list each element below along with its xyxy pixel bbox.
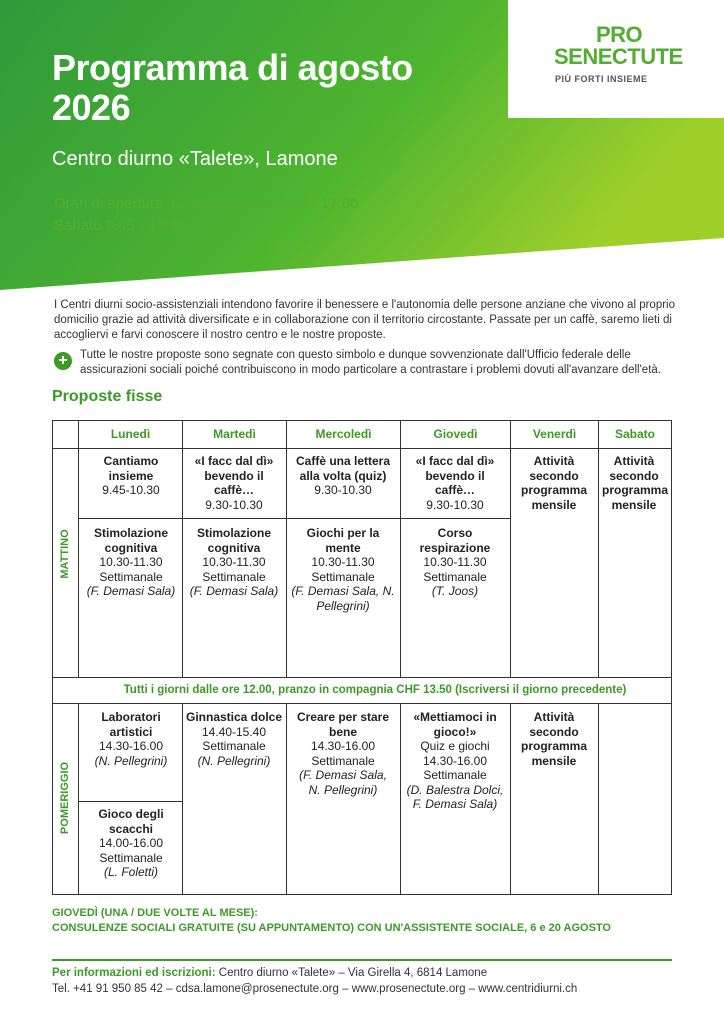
- activity-frequency: Settimanale: [423, 569, 487, 584]
- activity-time: 10.30-11.30: [99, 555, 163, 569]
- activity-leader: (F. Demasi Sala): [189, 584, 279, 598]
- activity-time: 14.30-16.00: [422, 753, 488, 768]
- logo-line-1: PRO: [596, 22, 643, 47]
- activity-title: «I facc dal dì» bevendo il caffè…: [194, 454, 274, 497]
- intro-text: I Centri diurni socio-assistenziali intendono favorire il benessere e l'autonomia delle persone anziane che vivono al proprio domicilio grazie ad attività diversificate e in collaborazione con il territorio circostante. Passate per un caffè, saremo lieti di accogliervi e farvi conoscere il nostro centro e le nostre proposte.: [54, 299, 675, 341]
- activity-title: Corso respirazione: [419, 526, 491, 555]
- activity-time: 14.30-16.00: [98, 739, 164, 753]
- plus-icon: +: [54, 352, 72, 370]
- activity-time: 10.30-11.30: [423, 555, 487, 569]
- logo-tagline: PIÙ FORTI INSIEME: [555, 74, 648, 84]
- activity-frequency: Settimanale: [423, 768, 487, 782]
- advice-line-2: CONSULENZE SOCIALI GRATUITE (SU APPUNTAMENTO) CON UN'ASSISTENTE SOCIALE, 6 e 20 AGOSTO: [52, 922, 611, 934]
- activity-title: Giochi per la mente: [306, 526, 380, 555]
- advice-line-1: GIOVEDÌ (UNA / DUE VOLTE AL MESE):: [52, 907, 258, 919]
- contact-line-2: Tel. +41 91 950 85 42 – cdsa.lamone@prosenectute.org – www.prosenectute.org – www.centridiurni.ch: [52, 983, 578, 995]
- activity-title: Ginnastica dolce: [185, 710, 283, 724]
- activity-title: «Mettiamoci in gioco!»: [413, 710, 497, 739]
- social-advice: [52, 906, 611, 936]
- activity-title: Attività secondo programma mensile: [520, 454, 588, 512]
- contact-line-1: [52, 965, 577, 981]
- activity-title: Stimolazione cognitiva: [93, 526, 168, 555]
- activity-cell: [516, 454, 592, 512]
- day-header-wednesday: Mercoledì: [315, 427, 372, 441]
- activity-cell: [186, 454, 282, 512]
- activity-cell: [82, 526, 180, 599]
- activity-leader: (L. Foletti): [103, 865, 158, 879]
- activity-title: Gioco degli scacchi: [98, 807, 164, 836]
- day-header-tuesday: Martedì: [213, 427, 256, 441]
- activity-leader: (N. Pellegrini): [197, 753, 271, 768]
- lunch-info: Tutti i giorni dalle ore 12.00, pranzo in compagnia CHF 13.50 (Iscriversi il giorno precedente): [123, 684, 627, 696]
- activity-cell: [292, 710, 394, 797]
- activity-leader: (F. Demasi Sala, N. Pellegrini): [291, 584, 395, 613]
- activity-leader: (T. Joos): [431, 584, 479, 598]
- day-header-saturday: Sabato: [614, 427, 655, 441]
- activity-frequency: Settimanale: [311, 753, 375, 768]
- subsidy-note: Tutte le nostre proposte sono segnate con questo simbolo e dunque sovvenzionate dall'Ufficio federale delle assicurazioni sociali poiché contribuiscono in modo particolare a contrastare i problemi dovuti all'avanzare dell'età.: [80, 349, 661, 376]
- activity-time: 9.45-10.30: [102, 483, 160, 497]
- activity-leader: (D. Balestra Dolci, F. Demasi Sala): [406, 782, 504, 811]
- activity-time: 10.30-11.30: [311, 555, 375, 569]
- section-title: Proposte fisse: [52, 388, 163, 405]
- row-label-afternoon: POMERIGGIO: [59, 761, 71, 835]
- activity-time: 10.30-11.30: [202, 555, 266, 569]
- activity-time: 9.30-10.30: [205, 497, 263, 512]
- page-subtitle: Centro diurno «Talete», Lamone: [52, 148, 338, 170]
- activity-cell: [84, 710, 178, 768]
- activity-time: 14.30-16.00: [310, 739, 376, 753]
- logo-line-2: SENECTUTE: [554, 44, 683, 69]
- activity-time: 9.30-10.30: [426, 497, 484, 512]
- activity-cell: [185, 526, 283, 599]
- opening-hours: [54, 193, 358, 237]
- activity-title: Creare per stare bene: [296, 710, 390, 739]
- activity-cell: [289, 526, 397, 613]
- title-line-2: 2026: [52, 87, 131, 128]
- activity-cell: [516, 710, 592, 768]
- activity-leader: (F. Demasi Sala): [86, 584, 176, 598]
- activity-frequency: Settimanale: [311, 569, 375, 584]
- day-header-friday: Venerdì: [532, 427, 577, 441]
- contact-address: Centro diurno «Talete» – Via Girella 4, 6814 Lamone: [218, 967, 488, 979]
- hours-weekdays: Orari di apertura: Lunedì-Venerdì 9.00 - 17.00: [54, 195, 359, 212]
- day-header-thursday: Giovedì: [433, 427, 478, 441]
- activity-cell: [602, 454, 669, 512]
- activity-title: Cantiamo insieme: [103, 454, 159, 483]
- activity-cell: [403, 526, 507, 599]
- activity-title: Attività secondo programma mensile: [520, 710, 588, 768]
- activity-time: 9.30-10.30: [314, 483, 372, 497]
- activity-title: Laboratori artistici: [101, 710, 161, 739]
- activity-title: Stimolazione cognitiva: [196, 526, 271, 555]
- activity-cell: [84, 807, 178, 880]
- activity-frequency: Settimanale: [202, 569, 266, 584]
- contact-label: Per informazioni ed iscrizioni:: [52, 967, 216, 979]
- activity-cell: [404, 454, 506, 512]
- activity-frequency: Settimanale: [99, 569, 163, 584]
- footer-divider: [52, 959, 672, 961]
- activity-title: Caffè una lettera alla volta (quiz): [295, 454, 391, 483]
- day-header-monday: Lunedì: [110, 427, 151, 441]
- activity-subtitle: Quiz e giochi: [420, 739, 490, 753]
- activity-cell: [404, 710, 506, 812]
- activity-time: 14.00-16.00: [98, 836, 164, 850]
- contact-info: [52, 965, 577, 997]
- activity-title: «I facc dal dì» bevendo il caffè…: [415, 454, 495, 497]
- pro-senectute-logo: [508, 0, 724, 118]
- activity-frequency: Settimanale: [202, 739, 266, 753]
- activity-cell: [185, 710, 283, 768]
- activity-time: 14.40-15.40: [201, 724, 267, 739]
- activity-cell: [292, 454, 394, 498]
- activity-cell: [84, 454, 178, 498]
- title-line-1: Programma di agosto: [52, 47, 413, 88]
- hours-saturday: Sabato 9.45 - 13.45: [54, 217, 186, 234]
- page-title: [52, 48, 413, 128]
- activity-title: Attività secondo programma mensile: [602, 454, 669, 512]
- row-label-morning: MATTINO: [59, 529, 71, 579]
- activity-leader: (F. Demasi Sala, N. Pellegrini): [299, 768, 387, 797]
- activity-leader: (N. Pellegrini): [94, 753, 168, 768]
- activity-frequency: Settimanale: [99, 850, 163, 865]
